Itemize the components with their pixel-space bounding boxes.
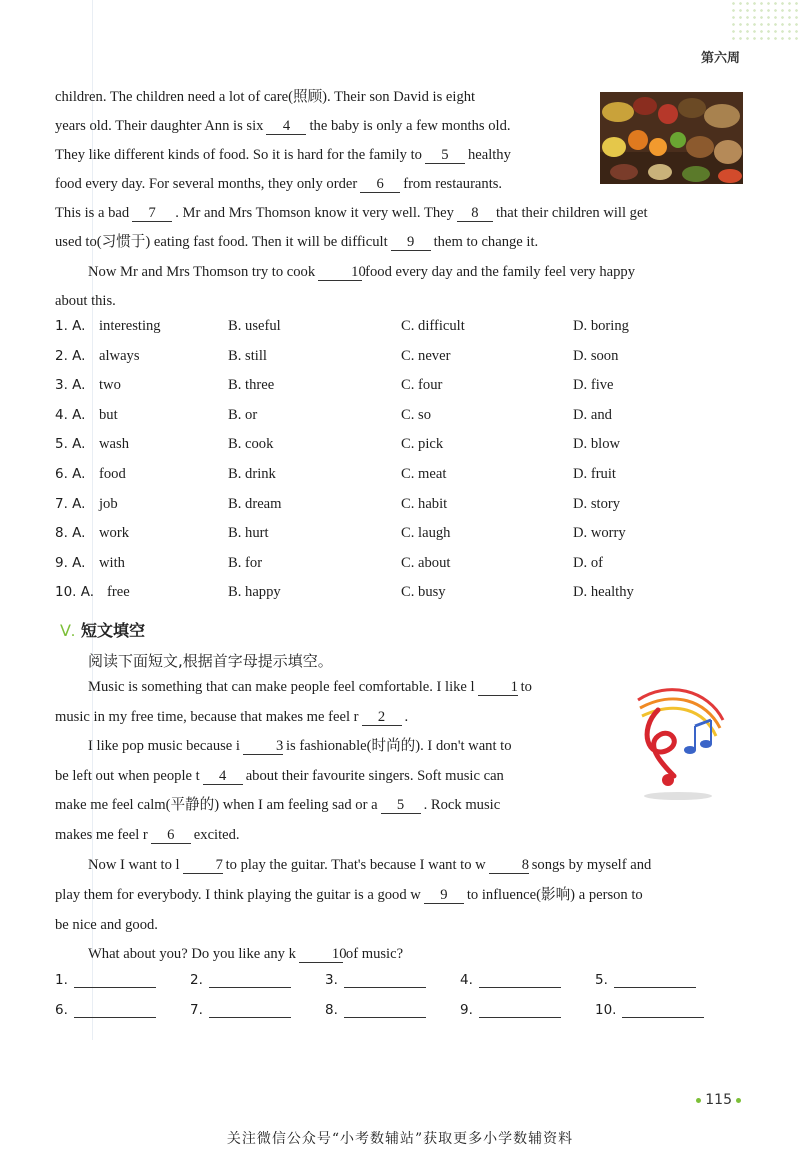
passage2-line: I like pop music because i 3 is fashionable(时尚的). I don't want to [88,738,512,754]
passage2-line: make me feel calm(平静的) when I am feeling sad or a 5 . Rock music [55,797,501,813]
passage2-line: makes me feel r 6 excited. [55,827,240,843]
passage1-line-6: used to(习惯于) eating fast food. Then it will be difficult 9 them to change it. [55,234,539,250]
food-photo [600,92,743,184]
blank-7: 7 [183,857,223,874]
footer-note: 关注微信公众号“小考数辅站”获取更多小学数辅资料 [226,1131,574,1147]
section-number: Ⅴ. [60,623,75,640]
answer-field-9[interactable]: 9. [460,1002,561,1018]
passage2-line: Music is something that can make people feel comfortable. I like l 1 to [88,679,532,695]
blank-7: 7 [132,205,172,222]
week-label: 第六周 [700,51,740,66]
passage1-line-2: years old. Their daughter Ann is six 4 the baby is only a few months old. [55,118,511,134]
music-notes-illustration [628,680,728,804]
page-number: 115 [692,1092,745,1108]
corner-dot-pattern [730,0,800,44]
blank-5: 5 [425,147,465,164]
bullet-dot-icon [696,1098,701,1103]
section-heading [60,618,145,641]
blank-4: 4 [203,768,243,785]
passage2-line: Now I want to l 7 to play the guitar. That's because I want to w 8 songs by myself and [88,857,652,873]
passage1-line-3: They like different kinds of food. So it is hard for the family to 5 healthy [55,147,511,163]
passage2-line: What about you? Do you like any k 10of music? [88,946,404,962]
section-instruction: 阅读下面短文,根据首字母提示填空。 [88,652,333,670]
answer-field-10[interactable]: 10. [595,1002,704,1018]
blank-1: 1 [478,679,518,696]
passage2-line: be left out when people t 4 about their favourite singers. Soft music can [55,768,504,784]
blank-6: 6 [151,827,191,844]
passage1-line-4: food every day. For several months, they only order 6 from restaurants. [55,176,503,192]
answer-field-7[interactable]: 7. [190,1002,291,1018]
blank-4: 4 [266,118,306,135]
answer-field-5[interactable]: 5. [595,972,696,988]
passage2-line: music in my free time, because that makes me feel r 2 . [55,709,409,725]
blank-8: 8 [457,205,493,222]
answer-field-4[interactable]: 4. [460,972,561,988]
section-title: 短文填空 [80,621,145,640]
blank-2: 2 [362,709,402,726]
passage2-line: play them for everybody. I think playing the guitar is a good w 9 to influence(影响) a person to [55,887,643,903]
answer-field-1[interactable]: 1. [55,972,156,988]
answer-field-3[interactable]: 3. [325,972,426,988]
blank-8: 8 [489,857,529,874]
blank-3: 3 [243,738,283,755]
passage1-line-7: Now Mr and Mrs Thomson try to cook 10food every day and the family feel very happy [88,264,636,280]
blank-10: 10 [318,264,362,281]
answer-field-2[interactable]: 2. [190,972,291,988]
blank-9: 9 [391,234,431,251]
bullet-dot-icon [736,1098,741,1103]
blank-9: 9 [424,887,464,904]
blank-10: 10 [299,946,343,963]
passage1-line-1: children. The children need a lot of care(照顾). Their son David is eight [55,89,476,105]
answer-field-8[interactable]: 8. [325,1002,426,1018]
passage2-line: be nice and good. [55,917,158,933]
blank-5: 5 [381,797,421,814]
blank-6: 6 [360,176,400,193]
answer-field-6[interactable]: 6. [55,1002,156,1018]
passage1-line-5: This is a bad 7 . Mr and Mrs Thomson know it very well. They 8 that their children will get [55,205,648,221]
passage1-line-8: about this. [55,293,116,309]
